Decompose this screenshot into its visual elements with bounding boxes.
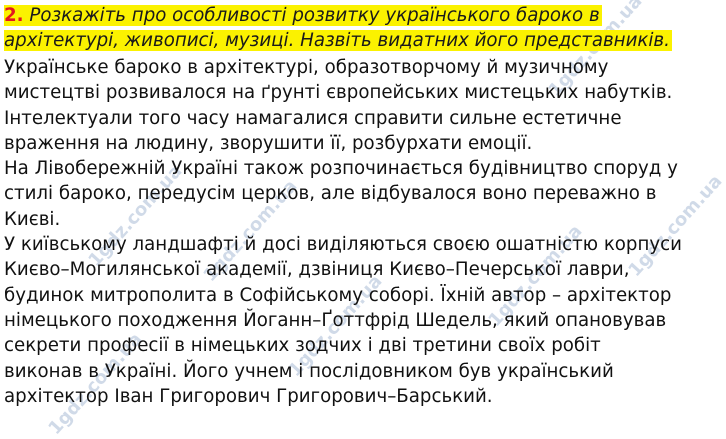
answer-line: Києво–Могилянської академії, дзвіниця Києво–Печерської лаври,: [4, 259, 630, 281]
watermark: 1gdz.com.ua: [484, 220, 587, 331]
watermark: 1gdz.com.ua: [44, 328, 147, 439]
answer-line: архітектор Іван Григорович Григорович–Барський.: [4, 385, 493, 407]
question-text: Розкажіть про особливості розвитку українського бароко в: [29, 5, 600, 26]
question-block: [4, 3, 692, 53]
answer-line: мистецтві розвивалося на ґрунті європейських мистецьких набутків.: [4, 82, 673, 104]
question-number: 2.: [4, 5, 24, 26]
answer-line: У київському ландшафті й досі виділяються своєю ошатністю корпуси: [4, 234, 682, 256]
answer-line: На Лівобережній Україні також розпочинається будівництво споруд у: [4, 158, 678, 180]
question-line: [4, 28, 692, 53]
answer-line: стилі бароко, передусім церков, але відбувалося воно переважно в: [4, 183, 657, 205]
answer-line: німецького походження Йоганн–Ґоттфрід Шедель, який опановував: [4, 309, 667, 331]
answer-line: секрети професії в німецьких зодчих і дві третини своїх робіт: [4, 335, 601, 357]
watermark: 1gdz.com.ua: [199, 175, 302, 286]
answer-line: Києві.: [4, 208, 61, 230]
watermark: 1gdz.com.ua: [624, 170, 726, 281]
answer-block: [4, 55, 692, 409]
question-line: [4, 3, 692, 28]
answer-line: виконав в Україні. Його учнем і послідовником був український: [4, 360, 614, 382]
answer-line: Українське бароко в архітектурі, образотворчому й музичному: [4, 57, 609, 78]
watermark: 1gdz.com.ua: [84, 160, 187, 271]
answer-line: враження на людину, зворушити її, розбурхати емоції.: [4, 132, 533, 154]
answer-line: будинок митрополита в Софійському соборі. Їхній автор – архітектор: [4, 284, 672, 306]
answer-line: Інтелектуали того часу намагалися справити сильне естетичне: [4, 107, 622, 129]
question-highlight: [4, 30, 672, 51]
question-highlight: [4, 5, 602, 26]
document: [4, 3, 692, 409]
watermark: 1gdz.com.ua: [284, 270, 387, 381]
question-text: архітектурі, живописі, музиці. Назвіть видатних його представників.: [4, 30, 670, 51]
